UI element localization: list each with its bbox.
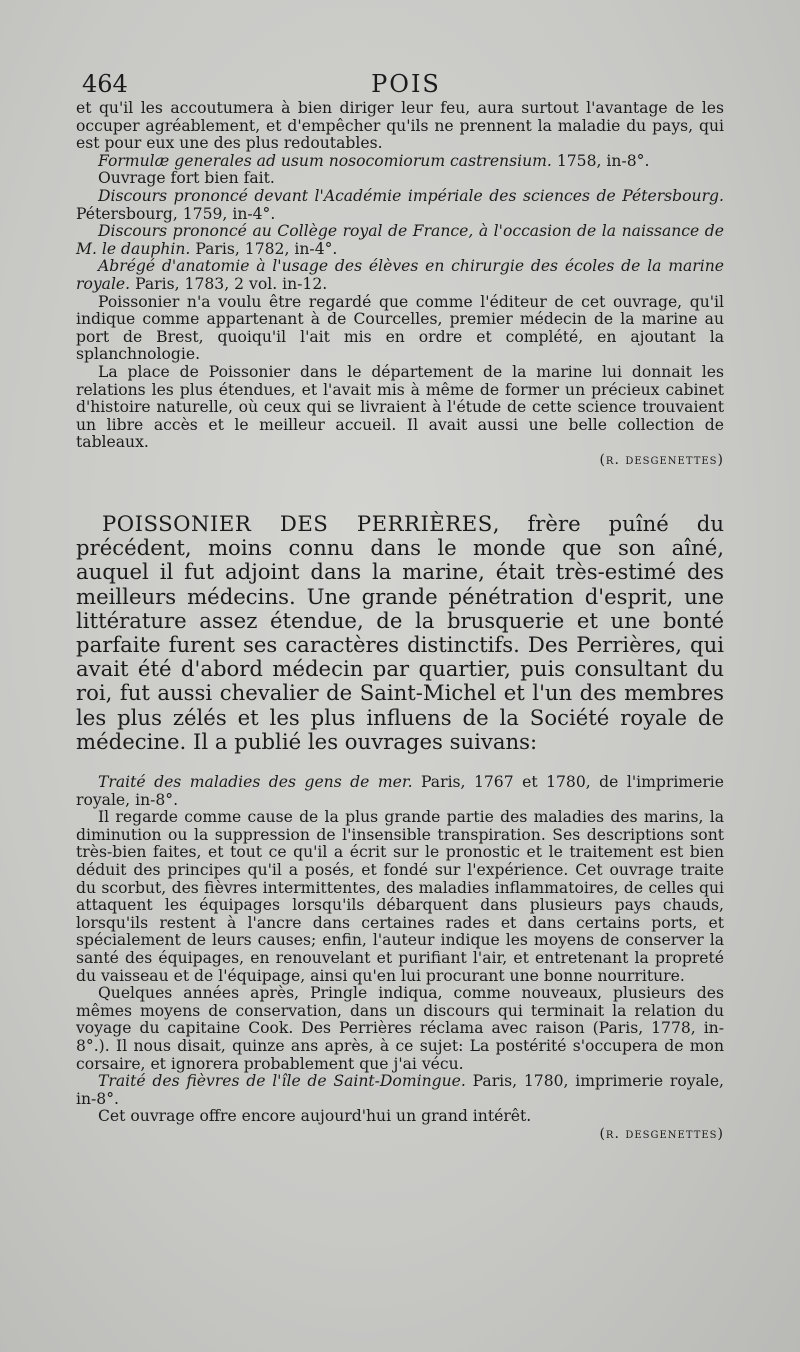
page-header — [82, 68, 730, 102]
entry-poissonier-continuation — [76, 100, 724, 469]
work-citation: Discours prononcé au Collège royal de France, à l'occasion de la naissance de M. le dauphin. Paris, 1782, in-4°. — [76, 222, 724, 258]
work-title: Discours prononcé au Collège royal de France, à l'occasion de la naissance de M. le dauphin. — [76, 222, 724, 258]
work-title: Traité des maladies des gens de mer. — [98, 773, 413, 791]
paragraph: Quelques années après, Pringle indiqua, comme nouveaux, plusieurs des mêmes moyens de conservation, dans un discours qui terminait la relation du voyage du capitaine Cook. Des Perrières réclama avec raison (Paris, 1778, in-8°.). Il nous disait, quinze ans après, à ce sujet: La postérité s'occupera de mon corsaire, et ignorera probablement que j'ai vécu. — [76, 984, 724, 1073]
work-title: Traité des fièvres de l'île de Saint-Domingue. — [98, 1072, 466, 1091]
author-signature: (r. desgenettes) — [599, 451, 724, 468]
work-citation: Discours prononcé devant l'Académie impériale des sciences de Pétersbourg. Pétersbourg, 1759, in-4°. — [76, 186, 724, 223]
paragraph: Il regarde comme cause de la plus grande partie des maladies des marins, la diminution ou la suppression de l'insensible transpiration. Ses descriptions sont très-bien faites, et tout ce qu'il a écrit sur le pronostic et le traitement est bien déduit des principes qu'il a posés, et fondé sur l'expérience. Cet ouvrage traite du scorbut, des fièvres intermittentes, des maladies inflammatoires, de celles qui attaquent les équipages lorsqu'ils débarquent dans plusieurs pays chauds, lorsqu'ils restent à l'ancre dans certaines rades et dans certains ports, et spécialement de leurs causes; enfin, l'auteur indique les moyens de conserver la santé des équipages, en renouvelant et purifiant l'air, et entretenant la propreté du vaisseau et de l'équipage, ainsi qu'en lui procurant une bonne nourriture. — [76, 808, 724, 985]
work-citation: Traité des fièvres de l'île de Saint-Domingue. Paris, 1780, imprimerie royale, in-8°. — [76, 1072, 725, 1108]
entry-name: POISSONIER DES PERRIÈRES — [102, 511, 493, 536]
work-citation: Formulæ generales ad usum nosocomiorum castrensium. 1758, in-8°. — [98, 151, 650, 170]
entry-des-perrieres-heading — [76, 512, 724, 754]
entry-des-perrieres-works — [76, 774, 724, 1143]
running-head: POIS — [371, 70, 441, 98]
paragraph: POISSONIER DES PERRIÈRES, frère puîné du précédent, moins connu dans le monde que son aîné, auquel il fut adjoint dans la marine, était très-estimé des meilleurs médecins. Une grande pénétration d'esprit, une littérature assez étendue, de la brusquerie et une bonté parfaite furent ses caractères distinctifs. Des Perrières, qui avait été d'abord médecin par quartier, puis consultant du roi, fut aussi chevalier de Saint-Michel et l'un des membres les plus zélés et les plus influens de la Société royale de médecine. Il a publié les ouvrages suivans: — [76, 511, 724, 754]
work-title: Formulæ generales ad usum nosocomiorum castrensium. — [98, 151, 552, 170]
paragraph: La place de Poissonier dans le département de la marine lui donnait les relations les plus étendues, et l'avait mis à même de former un précieux cabinet d'histoire naturelle, où ceux qui se livraient à l'étude de cette science trouvaient un libre accès et le meilleur accueil. Il avait aussi une belle collection de tableaux. — [76, 362, 724, 452]
work-note: Cet ouvrage offre encore aujourd'hui un grand intérêt. — [98, 1107, 532, 1126]
work-title: Abrégé d'anatomie à l'usage des élèves en chirurgie des écoles de la marine royale. — [76, 257, 724, 293]
page-number: 464 — [82, 70, 128, 98]
work-note: Ouvrage fort bien fait. — [98, 169, 275, 188]
paragraph: Poissonier n'a voulu être regardé que comme l'éditeur de cet ouvrage, qu'il indique comme appartenant à de Courcelles, premier médecin de la marine au port de Brest, quoiqu'il l'ait mis en ordre et complété, en ajoutant la splanchnologie. — [76, 292, 724, 364]
paragraph: et qu'il les accoutumera à bien diriger leur feu, aura surtout l'avantage de les occuper agréablement, et d'empêcher qu'ils ne prennent la maladie du pays, qui est pour eux une des plus redoutables. — [76, 99, 724, 153]
author-signature: (r. desgenettes) — [599, 1125, 724, 1142]
work-citation: Traité des maladies des gens de mer. Paris, 1767 et 1780, de l'imprimerie royale, in-8°. — [76, 773, 724, 809]
work-title: Discours prononcé devant l'Académie impériale des sciences de Pétersbourg. — [98, 186, 724, 205]
work-citation: Abrégé d'anatomie à l'usage des élèves en chirurgie des écoles de la marine royale. Paris, 1783, 2 vol. in-12. — [76, 257, 724, 293]
